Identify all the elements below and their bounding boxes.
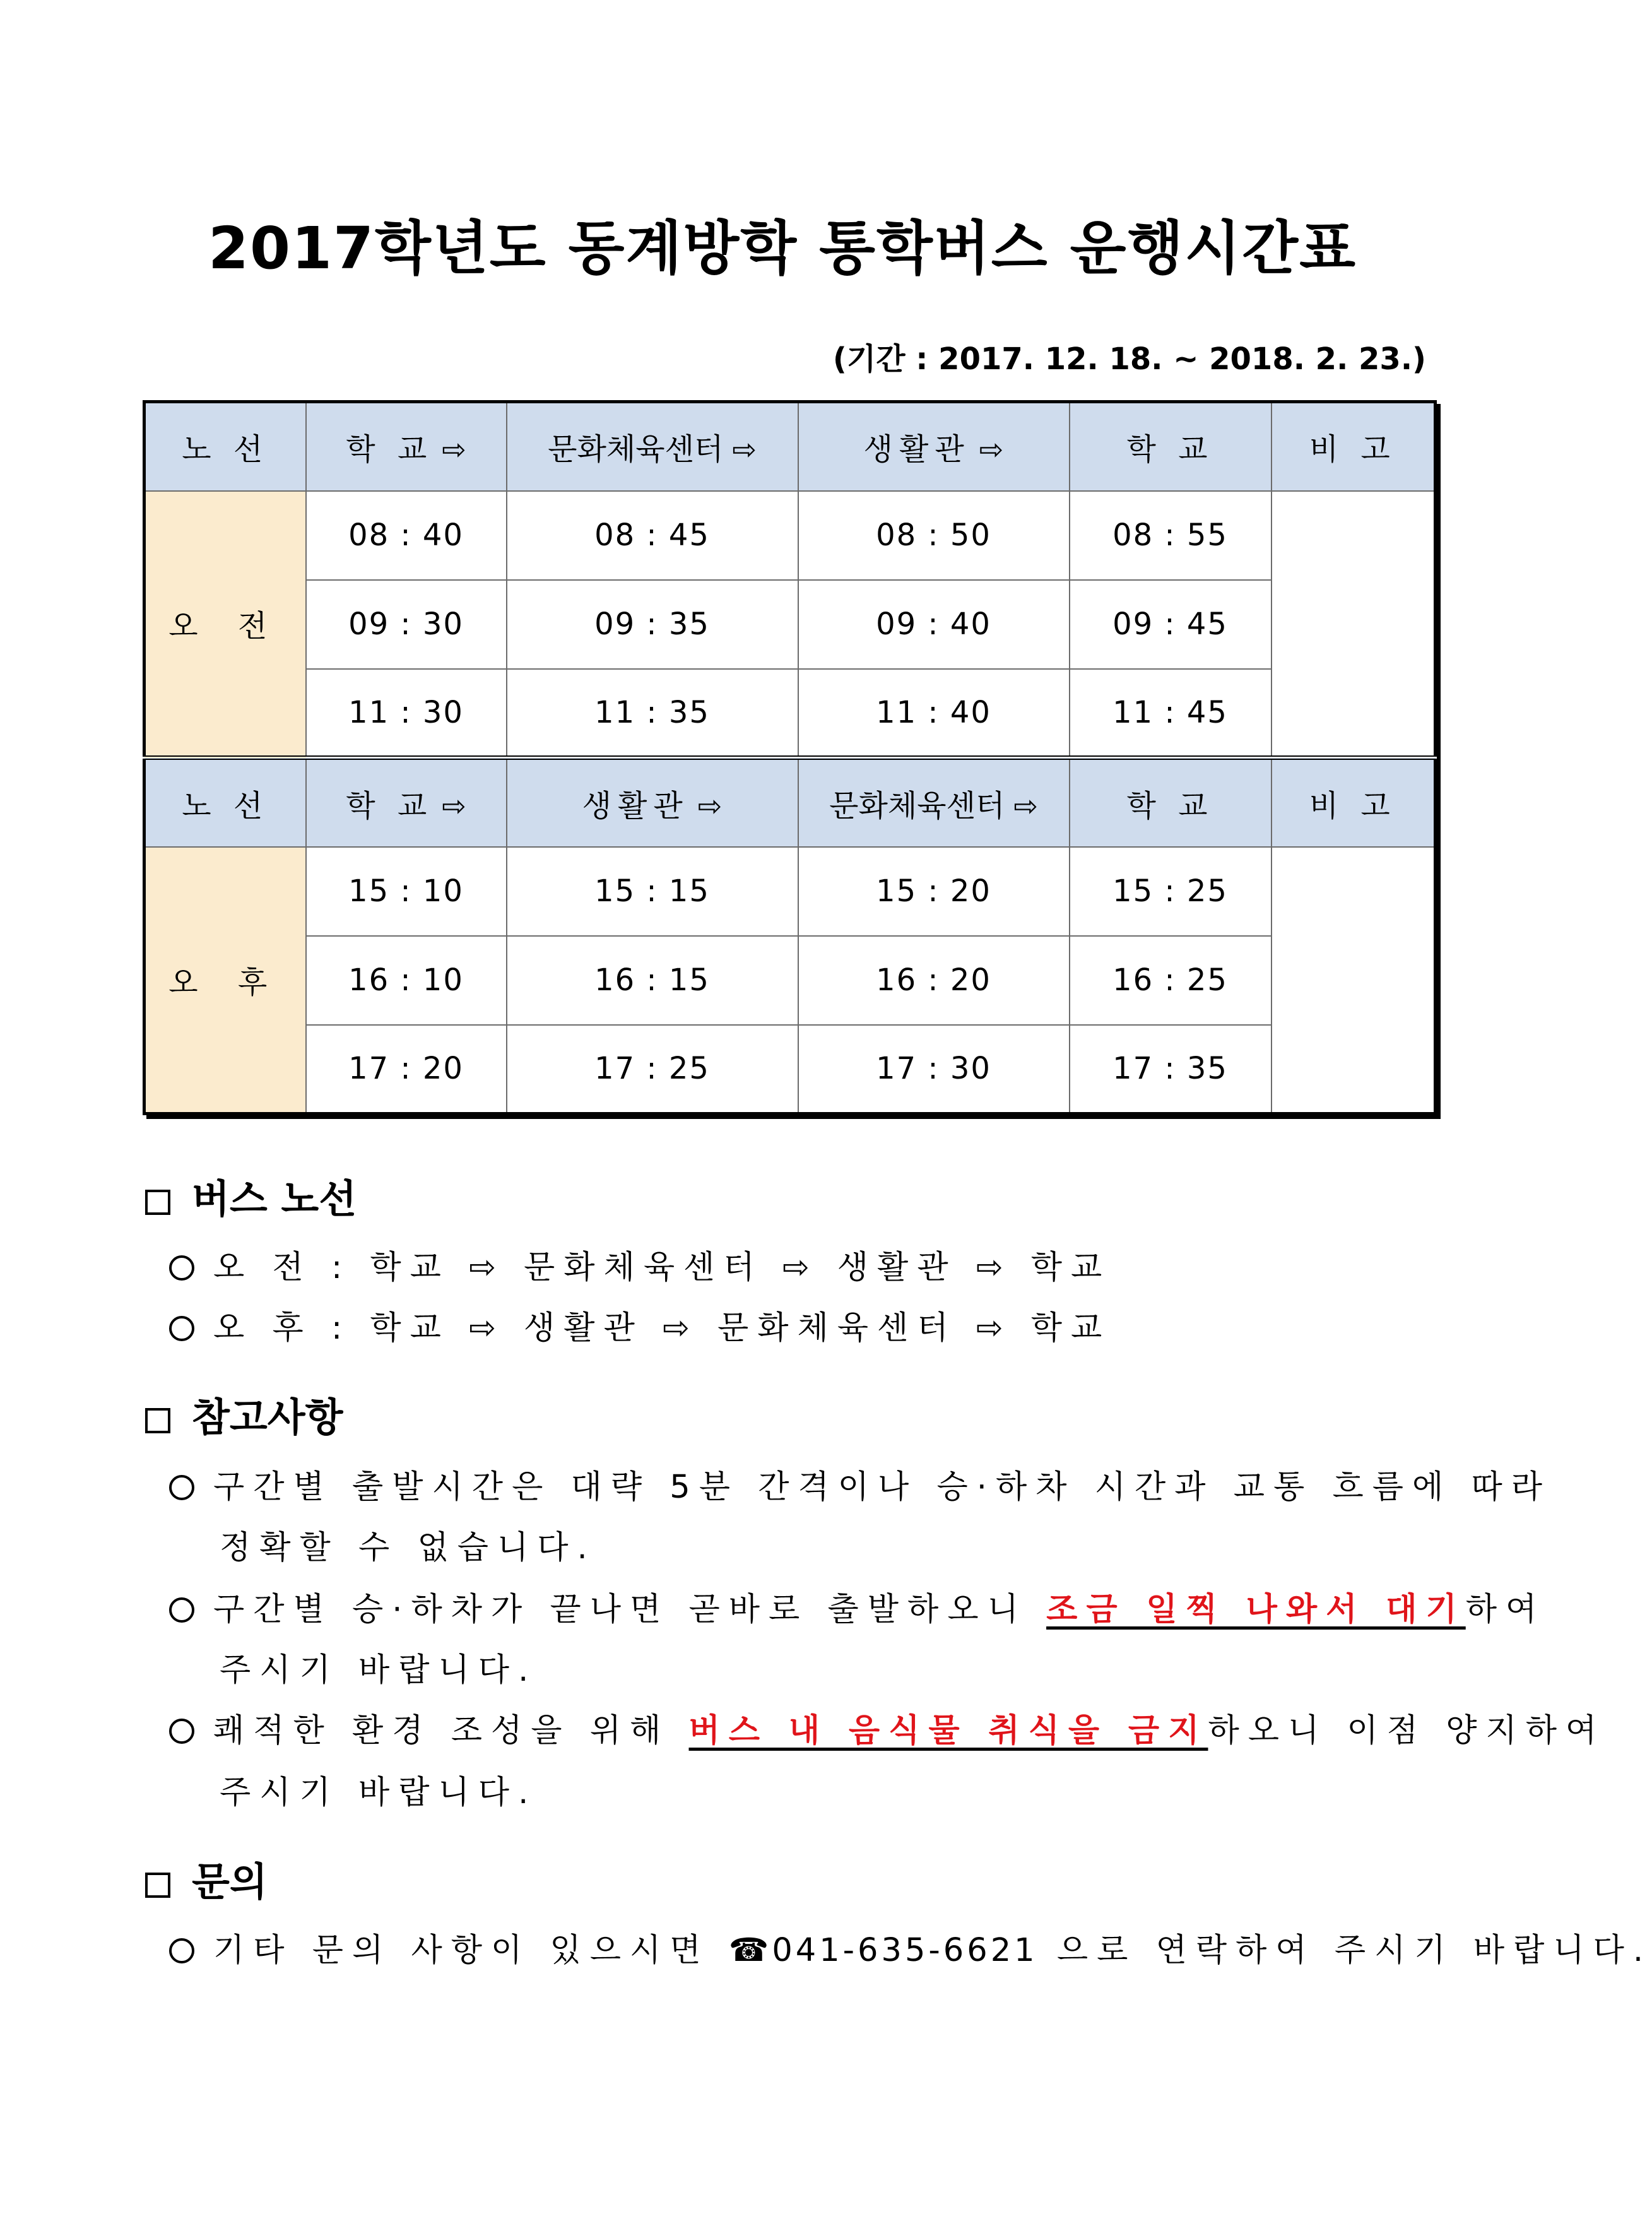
header-stop-1: 학 교 ⇨: [306, 758, 507, 847]
note-2-cont: 주시기 바랍니다.: [220, 1652, 538, 1689]
square-bullet-icon: [145, 1408, 170, 1433]
time-cell: 17 : 35: [1070, 1025, 1271, 1114]
square-bullet-icon: [145, 1190, 170, 1215]
circle-bullet-icon: [169, 1316, 194, 1341]
time-cell: 16 : 25: [1070, 936, 1271, 1025]
morning-header-row: [145, 402, 1436, 491]
note-3-highlight: 버스 내 음식물 취식을 금지: [688, 1712, 1208, 1749]
time-cell: 11 : 40: [798, 669, 1070, 758]
circle-bullet-icon: [169, 1475, 194, 1500]
table-row: [145, 491, 1436, 580]
arrow-icon: ⇨: [697, 788, 723, 823]
time-cell: 15 : 25: [1070, 847, 1271, 936]
time-cell: 09 : 45: [1070, 580, 1271, 669]
time-cell: 16 : 10: [306, 936, 507, 1025]
header-remark: 비 고: [1271, 402, 1436, 491]
arrow-icon: ⇨: [442, 788, 466, 823]
time-cell: 08 : 50: [798, 491, 1070, 580]
note-1: 구간별 출발시간은 대략 5분 간격이나 승·하차 시간과 교통 흐름에 따라: [169, 1460, 1435, 1507]
phone-number: 041-635-6621: [772, 1932, 1038, 1969]
header-stop-3: 생활관 ⇨: [798, 402, 1070, 491]
header-stop-2: 문화체육센터 ⇨: [507, 402, 798, 491]
time-cell: 08 : 55: [1070, 491, 1271, 580]
note-1-cont: 정확할 수 없습니다.: [220, 1529, 596, 1566]
table-row: [145, 1025, 1436, 1114]
time-cell: 11 : 35: [507, 669, 798, 758]
table-row: [145, 669, 1436, 758]
circle-bullet-icon: [169, 1255, 194, 1281]
schedule-table: [143, 400, 1437, 1115]
header-route: 노 선: [145, 402, 306, 491]
circle-bullet-icon: [169, 1597, 194, 1623]
section-heading-notes: 참고사항: [145, 1386, 343, 1442]
route-morning: 오 전 : 학교 ⇨ 문화체육센터 ⇨ 생활관 ⇨ 학교: [169, 1241, 1435, 1288]
header-stop-4: 학 교: [1070, 758, 1271, 847]
time-cell: 16 : 15: [507, 936, 798, 1025]
page-title: 2017학년도 동계방학 통학버스 운행시간표: [208, 215, 1357, 282]
time-cell: 17 : 20: [306, 1025, 507, 1114]
arrow-icon: ⇨: [442, 432, 466, 467]
time-cell: 15 : 15: [507, 847, 798, 936]
time-cell: 15 : 20: [798, 847, 1070, 936]
contact-line: 기타 문의 사항이 있으시면 ☎041-635-6621 으로 연락하여 주시기 바랍니다.: [169, 1924, 1435, 1970]
time-cell: 17 : 25: [507, 1025, 798, 1114]
section-heading-route: 버스 노선: [145, 1168, 357, 1224]
time-cell: 11 : 45: [1070, 669, 1271, 758]
circle-bullet-icon: [169, 1719, 194, 1744]
time-cell: 16 : 20: [798, 936, 1070, 1025]
time-cell: 08 : 40: [306, 491, 507, 580]
time-cell: 09 : 30: [306, 580, 507, 669]
time-cell: 11 : 30: [306, 669, 507, 758]
arrow-icon: ⇨: [732, 432, 757, 467]
header-stop-3: 문화체육센터 ⇨: [798, 758, 1070, 847]
time-cell: 09 : 40: [798, 580, 1070, 669]
section-heading-contact: 문의: [145, 1850, 268, 1907]
square-bullet-icon: [145, 1873, 170, 1898]
arrow-icon: ⇨: [1013, 788, 1038, 823]
remark-cell: [1271, 491, 1436, 758]
time-cell: 15 : 10: [306, 847, 507, 936]
table-row: [145, 936, 1436, 1025]
time-cell: 08 : 45: [507, 491, 798, 580]
header-stop-2: 생활관 ⇨: [507, 758, 798, 847]
header-remark: 비 고: [1271, 758, 1436, 847]
afternoon-header-row: [145, 758, 1436, 847]
time-cell: 17 : 30: [798, 1025, 1070, 1114]
phone-icon: ☎: [728, 1932, 772, 1969]
circle-bullet-icon: [169, 1938, 194, 1963]
morning-label: 오 전: [145, 491, 306, 758]
table-row: [145, 580, 1436, 669]
note-3-cont: 주시기 바랍니다.: [220, 1774, 538, 1811]
note-2-highlight: 조금 일찍 나와서 대기: [1046, 1591, 1466, 1628]
table-row: [145, 847, 1436, 936]
note-3: 쾌적한 환경 조성을 위해 버스 내 음식물 취식을 금지하오니 이점 양지하여: [169, 1704, 1435, 1751]
remark-cell: [1271, 847, 1436, 1114]
note-2: 구간별 승·하차가 끝나면 곧바로 출발하오니 조금 일찍 나와서 대기하여: [169, 1583, 1435, 1630]
period-text: (기간 : 2017. 12. 18. ~ 2018. 2. 23.): [832, 341, 1426, 377]
header-stop-4: 학 교: [1070, 402, 1271, 491]
header-stop-1: 학 교 ⇨: [306, 402, 507, 491]
arrow-icon: ⇨: [979, 432, 1004, 467]
time-cell: 09 : 35: [507, 580, 798, 669]
route-afternoon: 오 후 : 학교 ⇨ 생활관 ⇨ 문화체육센터 ⇨ 학교: [169, 1301, 1435, 1348]
header-route: 노 선: [145, 758, 306, 847]
afternoon-label: 오 후: [145, 847, 306, 1114]
